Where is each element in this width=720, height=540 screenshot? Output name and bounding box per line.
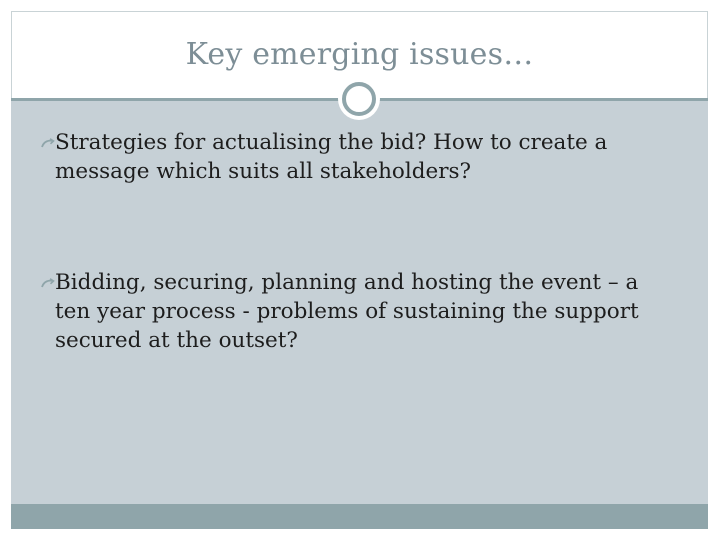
footer-bar bbox=[11, 504, 708, 529]
curved-arrow-bullet-icon bbox=[41, 137, 55, 149]
content-area bbox=[11, 100, 708, 504]
circle-ornament-icon bbox=[338, 78, 380, 120]
circle-ring-icon bbox=[342, 82, 376, 116]
bullet-item bbox=[39, 268, 679, 355]
bullet-text: Strategies for actualising the bid? How to create a message which suits all stakeholders? bbox=[55, 130, 608, 184]
curved-arrow-bullet-icon bbox=[41, 277, 55, 289]
bullet-item bbox=[39, 128, 679, 186]
slide-title: Key emerging issues… bbox=[185, 37, 534, 72]
bullet-text: Bidding, securing, planning and hosting the event – a ten year process - problems of sustaining the support secured at the outset? bbox=[55, 270, 639, 353]
